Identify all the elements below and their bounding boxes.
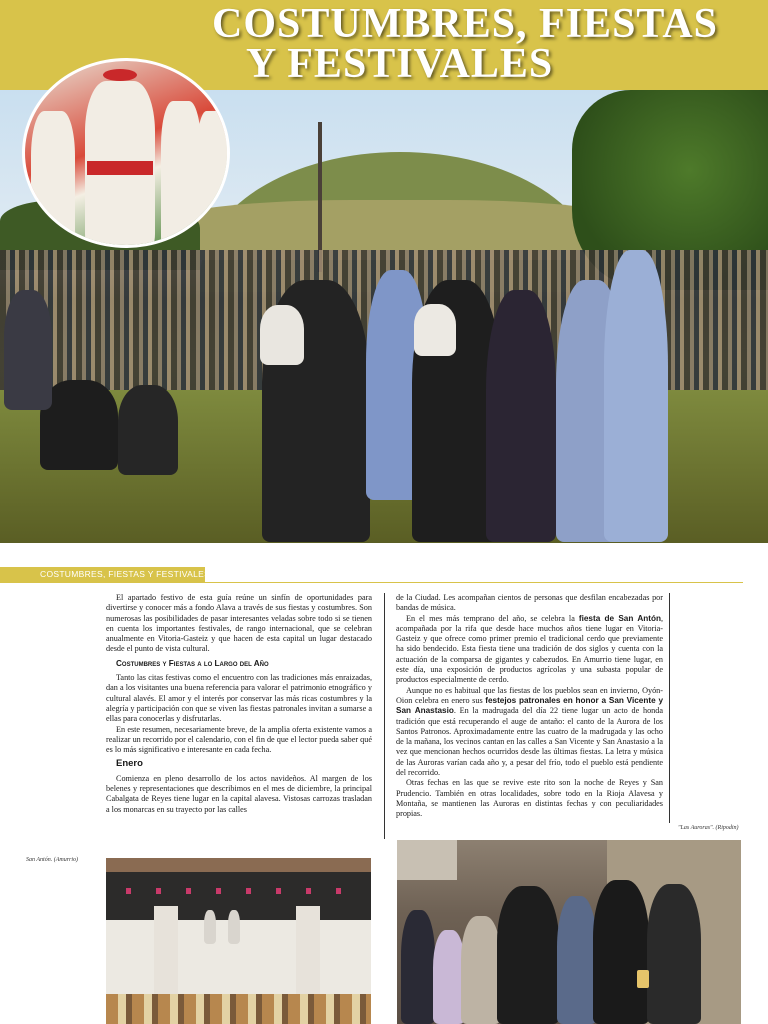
red-sash-shape xyxy=(87,161,153,175)
person-figure xyxy=(228,910,240,944)
caption-right: "Las Auroras". (Ripodin) xyxy=(678,825,739,831)
text-column-2 xyxy=(396,593,663,820)
spectator-figure xyxy=(118,385,178,475)
running-head-bar xyxy=(0,567,211,583)
person-figure xyxy=(593,880,649,1024)
person-figure xyxy=(557,896,597,1024)
bunting-flag xyxy=(276,888,281,894)
paragraph: El apartado festivo de esta guía reúne un sinfín de oportunidades para divertirse y conocer más a fondo Alava a través de sus fiestas y costumbres. Son numerosas las posibilidades de pasar interesantes veladas sobre todo si se tienen en cuenta los importantes festivales, de rango internacional, que se celebran anualmente en Vitoria-Gasteiz y que hacen de esta capital un lugar destacado desde el punto de vista cultural. xyxy=(106,593,372,654)
spectator-figure xyxy=(4,290,52,410)
market-stall-shape xyxy=(106,994,371,1024)
bunting-flag xyxy=(186,888,191,894)
person-figure xyxy=(497,886,559,1024)
person-figure xyxy=(647,884,701,1024)
running-head-rule xyxy=(205,582,743,583)
person-figure xyxy=(461,916,501,1024)
bunting-flag xyxy=(336,888,341,894)
caption-left: San Antón. (Amurrio) xyxy=(26,857,79,863)
paragraph-text: Aunque no es habitual que las fiestas de los pueblos sean en invierno, Oyón-Oion celebra en enero sus xyxy=(396,685,663,705)
dancer-figure xyxy=(197,111,229,241)
running-head: COSTUMBRES, FIESTAS Y FESTIVALES xyxy=(40,569,211,579)
inset-photo-dancers xyxy=(22,58,230,248)
paragraph: de la Ciudad. Les acompañan cientos de personas que desfilan encabezadas por bandas de música. xyxy=(396,593,663,613)
sky-shape xyxy=(397,840,457,880)
red-beret-shape xyxy=(103,69,137,81)
page-title-line1: COSTUMBRES, FIESTAS xyxy=(212,1,719,47)
dancer-figure xyxy=(414,304,456,356)
photo-las-auroras xyxy=(397,840,741,1024)
bunting-flag xyxy=(306,888,311,894)
paragraph: En este resumen, necesariamente breve, de la amplia oferta existente vamos a realizar un recorrido por el calendario, con el fin de que el lector pueda saber qué es lo más significativo e interesante en cada fecha. xyxy=(106,724,372,755)
lantern-shape xyxy=(637,970,649,988)
dancer-figure xyxy=(260,305,304,365)
paragraph-text: , acompañada por la rifa que desde hace muchos años tiene lugar en Vitoria-Gasteiz y que ofrece como primer premio el tradicional cerdo que previamente ha sido bendecido. Esta fiesta tiene una tradición de dos siglos y cuenta con la actuación de la comparsa de gigantes y cabezudos. En Amurrio tiene lugar, en este día, una exposición de productos agrícolas y una subasta popular de productos especialmente de cerdo. xyxy=(396,613,664,685)
bold-highlight: fiesta de San Antón xyxy=(578,613,661,623)
pillar-shape xyxy=(154,906,178,996)
paragraph: Comienza en pleno desarrollo de los actos navideños. Al margen de los belenes y representaciones que describimos en el mes de diciembre, la principal Cabalgata de Reyes tiene lugar en la capital alavesa. Vistosas carrozas trasladan a los monarcas en su trayecto por las calles xyxy=(106,773,372,814)
roof-shape xyxy=(106,858,371,872)
paragraph: Tanto las citas festivas como el encuentro con las tradiciones más enraizadas, dan a los visitantes una buena referencia para valorar el patrimonio etnográfico y cultural alavés. El amor y el interés por conservar las más ricas costumbres y la alegría y participación con que se viven las fiestas patronales invitan a sumarse a ellas para conocerlas y disfrutarlas. xyxy=(106,673,372,724)
dancer-figure xyxy=(161,101,201,248)
column-rule xyxy=(669,593,670,823)
paragraph: Otras fechas en las que se revive este rito son la noche de Reyes y San Prudencio. También en otras localidades, sobre todo en la Rioja Alavesa y Montaña, se mantienen las Auroras en distintas fechas y con peculiaridades propias. xyxy=(396,778,663,819)
pillar-shape xyxy=(296,906,320,996)
person-figure xyxy=(204,910,216,944)
paragraph xyxy=(396,614,663,686)
bunting-flag xyxy=(246,888,251,894)
column-rule xyxy=(384,593,385,839)
dancer-figure xyxy=(486,290,556,542)
paragraph-text: En el mes más temprano del año, se celebra la xyxy=(406,613,579,623)
bunting-flag xyxy=(156,888,161,894)
bunting-flag xyxy=(216,888,221,894)
bold-highlight: festejos patronales en honor a San Vicente y San Anastasio xyxy=(396,695,663,716)
bunting-flag xyxy=(126,888,131,894)
photo-san-anton-market xyxy=(106,858,371,1024)
dancer-figure xyxy=(31,111,75,248)
person-figure xyxy=(401,910,435,1024)
paragraph-text: . En la madrugada del día 22 tiene lugar un acto de honda tradición que está recuperando el auge de antaño: el canto de la Aurora de los Santos Patronos. Aproximadamente entre las cuatro de la madrugada y las ocho de la mañana, los vecinos cantan en las calles a San Vicente y San Anastasio a la vez que mencionan hechos ocurridos desde las últimas fiestas. La letra y música de las Auroras varían cada año y, a pesar del frío, todo el pueblo está pendiente del recorrido. xyxy=(396,706,663,778)
page-title-line2: Y FESTIVALES xyxy=(246,41,554,87)
text-column-1 xyxy=(106,593,372,815)
section-heading: Costumbres y Fiestas a lo Largo del Año xyxy=(116,658,269,668)
paragraph xyxy=(396,686,663,779)
month-heading: Enero xyxy=(116,758,143,770)
dancer-figure xyxy=(604,250,668,542)
